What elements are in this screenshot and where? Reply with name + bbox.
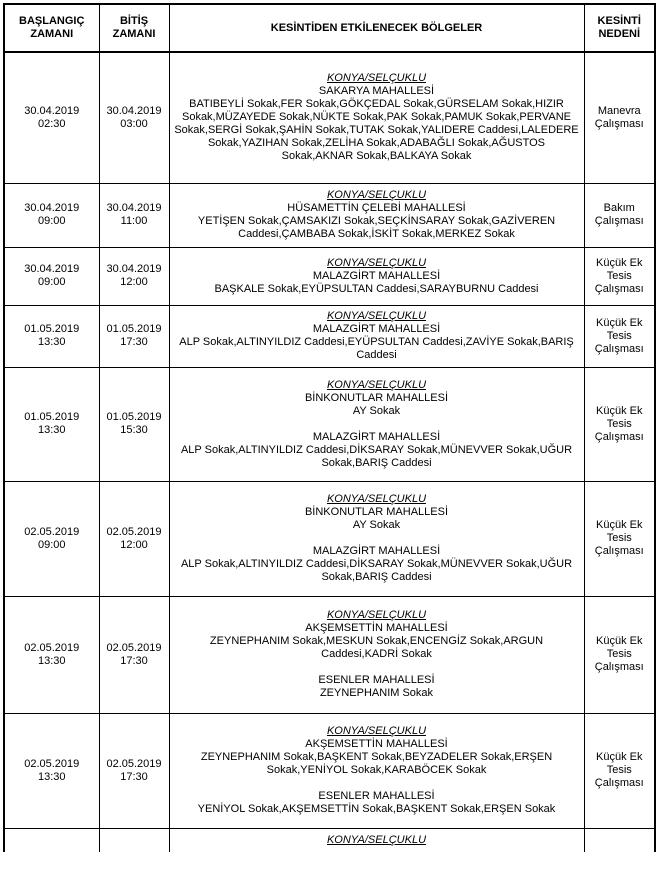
- streets-list: YENİYOL Sokak,AKŞEMSETTİN Sokak,BAŞKENT Sokak,ERŞEN Sokak: [197, 803, 556, 815]
- start-time-cell: [4, 367, 99, 481]
- table-row: [4, 305, 655, 367]
- end-time-cell: [99, 305, 169, 367]
- start-time-cell: [4, 247, 99, 305]
- start-time: 13:30: [37, 424, 66, 436]
- start-time-cell: [4, 305, 99, 367]
- start-time-cell: [4, 481, 99, 596]
- start-date: 30.04.2019: [24, 202, 80, 214]
- end-time: 12:00: [120, 276, 148, 288]
- reason-cell: [584, 596, 655, 713]
- regions-cell: [169, 828, 584, 852]
- reason-cell: [584, 305, 655, 367]
- end-date: 30.04.2019: [106, 104, 162, 117]
- outage-reason: Manevra Çalışması: [594, 104, 644, 130]
- reason-cell: [584, 183, 655, 247]
- neighborhood-label: MALAZGİRT MAHALLESİ: [312, 430, 441, 443]
- streets-list: ZEYNEPHANIM Sokak,BAŞKENT Sokak,BEYZADELER Sokak,ERŞEN Sokak,YENİYOL Sokak,KARABÖCEK Sokak: [200, 751, 553, 776]
- province-label: KONYA/SELÇUKLU: [326, 72, 427, 85]
- neighborhood-label: AKŞEMSETTİN MAHALLESİ: [305, 622, 448, 634]
- start-date: 02.05.2019: [24, 641, 80, 654]
- end-date: 02.05.2019: [106, 525, 162, 538]
- reason-cell: [584, 828, 655, 852]
- streets-list: ALP Sokak,ALTINYILDIZ Caddesi,EYÜPSULTAN Caddesi,ZAVİYE Sokak,BARIŞ Caddesi: [179, 336, 574, 361]
- end-time: 15:30: [120, 424, 148, 436]
- header-end-time: BİTİŞ ZAMANI: [99, 4, 169, 52]
- end-time-cell: [99, 367, 169, 481]
- area-group: [172, 545, 582, 584]
- regions-cell: [169, 367, 584, 481]
- streets-list: ZEYNEPHANIM Sokak: [319, 687, 434, 699]
- start-time: 13:30: [37, 654, 66, 667]
- table-row: [4, 52, 655, 183]
- neighborhood-label: SAKARYA MAHALLESİ: [318, 85, 435, 98]
- start-date: 02.05.2019: [24, 757, 80, 770]
- area-group: [172, 790, 582, 816]
- start-time-cell: [4, 183, 99, 247]
- start-time: 02:30: [37, 117, 66, 130]
- neighborhood-label: BİNKONUTLAR MAHALLESİ: [304, 391, 449, 404]
- outage-reason: Küçük Ek Tesis Çalışması: [594, 316, 644, 355]
- table-row: [4, 183, 655, 247]
- streets-list: AY Sokak: [352, 404, 401, 417]
- end-date: 01.05.2019: [106, 411, 162, 423]
- area-group: [172, 738, 582, 777]
- end-date: 01.05.2019: [106, 323, 162, 335]
- start-time-cell: [4, 596, 99, 713]
- regions-cell: [169, 183, 584, 247]
- end-date: 02.05.2019: [106, 757, 162, 770]
- end-time: 11:00: [120, 215, 148, 227]
- table-row: [4, 247, 655, 305]
- outage-reason: Küçük Ek Tesis Çalışması: [594, 404, 644, 443]
- neighborhood-label: MALAZGİRT MAHALLESİ: [312, 323, 441, 335]
- start-time-cell: [4, 52, 99, 183]
- province-label: KONYA/SELÇUKLU: [326, 725, 427, 737]
- outage-schedule-table: [3, 3, 656, 852]
- end-time-cell: [99, 52, 169, 183]
- outage-reason: Bakım Çalışması: [594, 202, 644, 227]
- end-time-cell: [99, 183, 169, 247]
- streets-list: ALP Sokak,ALTINYILDIZ Caddesi,DİKSARAY Sokak,MÜNEVVER Sokak,UĞUR Sokak,BARIŞ Caddesi: [180, 558, 573, 583]
- start-time: 13:30: [37, 770, 66, 783]
- outage-reason: Küçük Ek Tesis Çalışması: [594, 635, 644, 673]
- start-date: 02.05.2019: [24, 525, 80, 538]
- regions-cell: [169, 52, 584, 183]
- end-time: 17:30: [120, 336, 148, 348]
- area-group: [172, 431, 582, 470]
- area-group: [172, 85, 582, 163]
- area-group: [172, 674, 582, 700]
- streets-list: YETİŞEN Sokak,ÇAMSAKIZI Sokak,SEÇKİNSARAY Sokak,GAZİVEREN Caddesi,ÇAMBABA Sokak,İSKİT Sokak,MERKEZ Sokak: [197, 215, 556, 240]
- end-time: 17:30: [120, 654, 148, 667]
- regions-cell: [169, 305, 584, 367]
- neighborhood-label: AKŞEMSETTİN MAHALLESİ: [305, 738, 448, 750]
- reason-cell: [584, 247, 655, 305]
- start-time: 09:00: [37, 276, 66, 288]
- start-time-cell: [4, 828, 99, 852]
- streets-list: BATIBEYLİ Sokak,FER Sokak,GÖKÇEDAL Sokak,GÜRSELAM Sokak,HIZIR Sokak,MÜZAYEDE Sokak,NÜKTE Sokak,PAK Sokak,PAMUK Sokak,PERVANE Sokak,SERGİ Sokak,ŞAHİN Sokak,TUTAK Sokak,YALIDERE Caddesi,LALEDERE Sokak,YAZIHAN Sokak,ZELİHA Sokak,ADABAĞLI Sokak,AĞUSTOS Sokak,AKNAR Sokak,BALKAYA Sokak: [174, 98, 579, 163]
- area-group: [172, 323, 582, 362]
- area-group: [172, 270, 582, 296]
- end-time-cell: [99, 828, 169, 852]
- province-label: KONYA/SELÇUKLU: [326, 609, 427, 621]
- area-group: [172, 202, 582, 241]
- table-row: [4, 713, 655, 828]
- province-label: KONYA/SELÇUKLU: [326, 833, 427, 846]
- reason-cell: [584, 367, 655, 481]
- header-start-time: BAŞLANGIÇ ZAMANI: [4, 4, 99, 52]
- end-time: 03:00: [120, 117, 148, 130]
- province-label: KONYA/SELÇUKLU: [326, 256, 427, 269]
- start-date: 01.05.2019: [24, 323, 80, 335]
- end-date: 30.04.2019: [106, 263, 162, 275]
- table-row: [4, 596, 655, 713]
- area-group: [172, 506, 582, 532]
- table-body: [4, 52, 655, 852]
- neighborhood-label: HÜSAMETTİN ÇELEBİ MAHALLESİ: [287, 202, 466, 214]
- end-date: 02.05.2019: [106, 641, 162, 654]
- end-date: 30.04.2019: [106, 202, 162, 214]
- area-group: [172, 392, 582, 418]
- neighborhood-label: MALAZGİRT MAHALLESİ: [312, 545, 441, 557]
- regions-cell: [169, 596, 584, 713]
- start-date: 30.04.2019: [24, 263, 80, 275]
- streets-list: ALP Sokak,ALTINYILDIZ Caddesi,DİKSARAY Sokak,MÜNEVVER Sokak,UĞUR Sokak,BARIŞ Caddesi: [180, 443, 573, 469]
- regions-cell: [169, 481, 584, 596]
- reason-cell: [584, 713, 655, 828]
- outage-reason: Küçük Ek Tesis Çalışması: [594, 256, 644, 295]
- neighborhood-label: ESENLER MAHALLESİ: [318, 790, 435, 802]
- province-label: KONYA/SELÇUKLU: [326, 310, 427, 322]
- header-outage-reason: KESİNTİ NEDENİ: [584, 4, 655, 52]
- end-time-cell: [99, 713, 169, 828]
- start-date: 01.05.2019: [24, 411, 80, 423]
- streets-list: BAŞKALE Sokak,EYÜPSULTAN Caddesi,SARAYBURNU Caddesi: [214, 282, 539, 295]
- start-time: 09:00: [37, 538, 66, 551]
- province-label: KONYA/SELÇUKLU: [326, 189, 427, 201]
- start-time-cell: [4, 713, 99, 828]
- start-time: 13:30: [37, 336, 66, 348]
- reason-cell: [584, 52, 655, 183]
- end-time: 12:00: [120, 538, 148, 551]
- end-time-cell: [99, 247, 169, 305]
- end-time-cell: [99, 481, 169, 596]
- neighborhood-label: MALAZGİRT MAHALLESİ: [312, 269, 441, 282]
- start-date: 30.04.2019: [24, 104, 80, 117]
- reason-cell: [584, 481, 655, 596]
- outage-reason: Küçük Ek Tesis Çalışması: [594, 751, 644, 789]
- table-row: [4, 481, 655, 596]
- start-time: 09:00: [37, 215, 66, 227]
- neighborhood-label: ESENLER MAHALLESİ: [318, 674, 435, 686]
- header-row: [4, 4, 655, 52]
- header-affected-regions: KESİNTİDEN ETKİLENECEK BÖLGELER: [169, 4, 584, 52]
- table-row: [4, 367, 655, 481]
- end-time: 17:30: [120, 770, 148, 783]
- neighborhood-label: BİNKONUTLAR MAHALLESİ: [304, 506, 449, 518]
- end-time-cell: [99, 596, 169, 713]
- area-group: [172, 622, 582, 661]
- regions-cell: [169, 713, 584, 828]
- province-label: KONYA/SELÇUKLU: [326, 378, 427, 391]
- streets-list: ZEYNEPHANIM Sokak,MESKUN Sokak,ENCENGİZ Sokak,ARGUN Caddesi,KADRİ Sokak: [209, 635, 544, 660]
- province-label: KONYA/SELÇUKLU: [326, 493, 427, 505]
- outage-reason: Küçük Ek Tesis Çalışması: [594, 519, 644, 557]
- table-row-truncated: [4, 828, 655, 852]
- regions-cell: [169, 247, 584, 305]
- streets-list: AY Sokak: [352, 519, 401, 531]
